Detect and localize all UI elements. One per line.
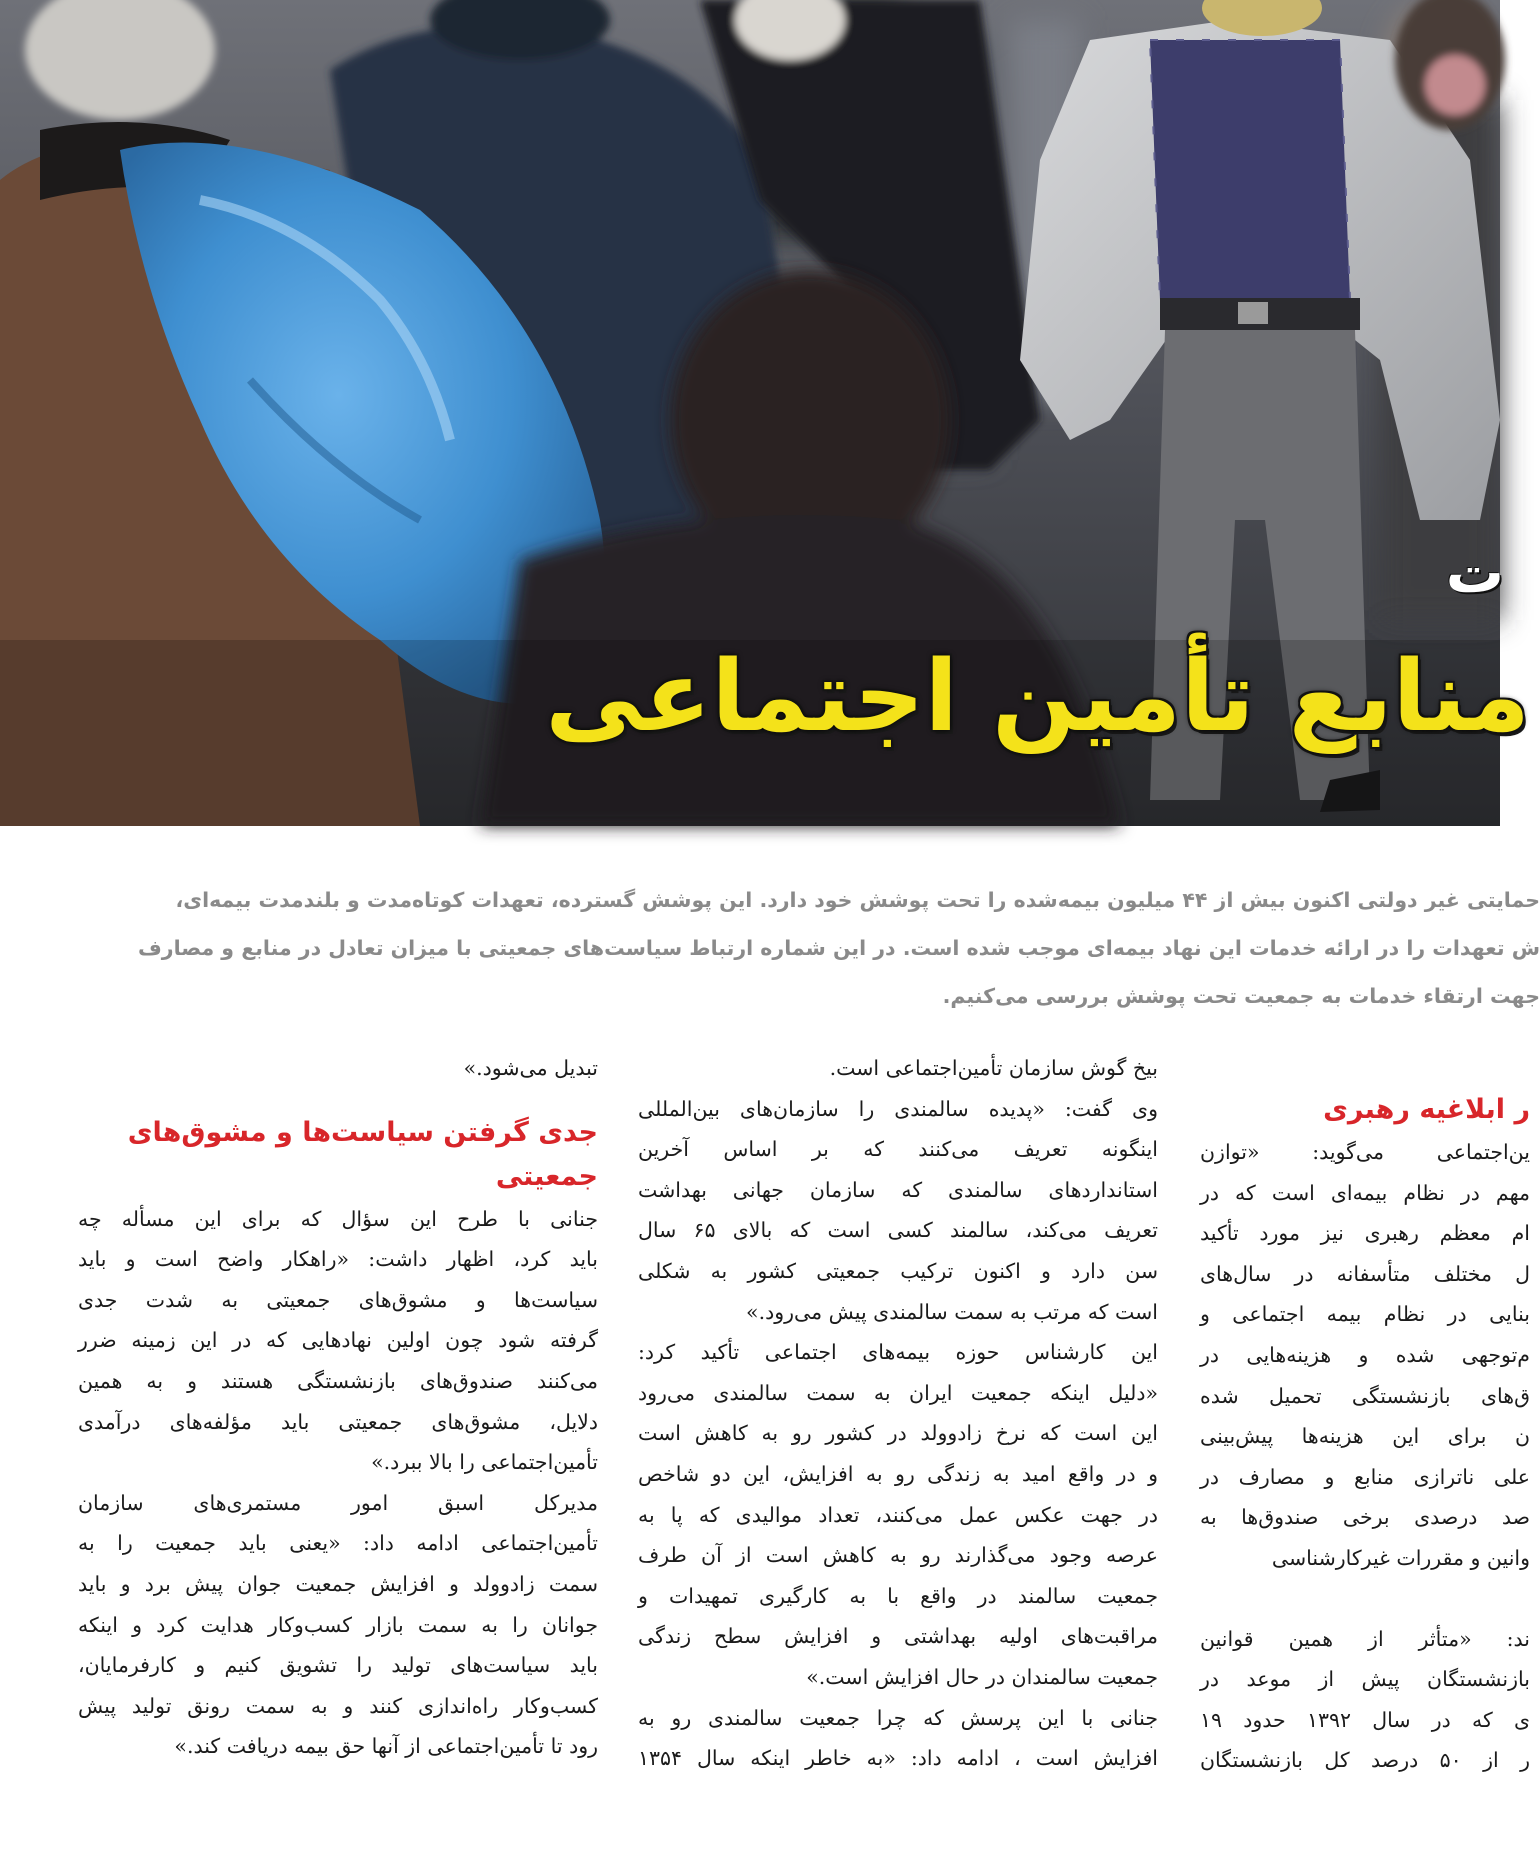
- text-line: گرفته شود چون اولین نهادهایی که در این زمینه ضرر: [78, 1328, 598, 1353]
- lead-paragraph: [78, 876, 1540, 1020]
- text-line: صد درصدی برخی صندوق‌ها به: [1200, 1505, 1530, 1530]
- text-line: ر از ۵۰ درصد کل بازنشستگان: [1200, 1748, 1530, 1773]
- hero-title: منابع تأمین اجتماعی: [545, 640, 1530, 754]
- hero-kicker: ت: [1445, 538, 1504, 606]
- text-line: استانداردهای سالمندی که سازمان جهانی بهداشت: [638, 1177, 1158, 1202]
- article-column-middle: [638, 1048, 1158, 1814]
- text-line: ین‌اجتماعی می‌گوید: «توازن: [1200, 1140, 1530, 1164]
- lead-line: جهت ارتقاء خدمات به جمعیت تحت پوشش بررسی می‌کنیم.: [942, 984, 1540, 1008]
- text-line: سمت زادوولد و افزایش جمعیت جوان پیش برد و باید: [78, 1571, 598, 1596]
- text-line: جنانی با این پرسش که چرا جمعیت سالمندی رو به: [638, 1705, 1158, 1730]
- article-column-left: [78, 1048, 598, 1808]
- text-line: ق‌های بازنشستگی تحمیل شده: [1200, 1383, 1530, 1408]
- text-line: تأمین‌اجتماعی ادامه داد: «یعنی باید جمعیت را به: [78, 1531, 598, 1556]
- text-line: «دلیل اینکه جمعیت ایران به سمت سالمندی می‌رود: [638, 1380, 1158, 1405]
- text-line: کسب‌وکار راه‌اندازی کنند و به سمت رونق تولید پیش: [78, 1693, 598, 1718]
- text-line: ی که در سال ۱۳۹۲ حدود ۱۹: [1200, 1707, 1530, 1732]
- text-line: ن برای این هزینه‌ها پیش‌بینی: [1200, 1424, 1530, 1449]
- section-subhead: جدی گرفتن سیاست‌ها و مشوق‌های: [127, 1116, 598, 1148]
- hero-photo: [0, 0, 1530, 826]
- text-line: باید کرد، اظهار داشت: «راهکار واضح است و باید: [78, 1247, 598, 1272]
- text-line: افزایش است ، ادامه داد: «به خاطر اینکه سال ۱۳۵۴: [638, 1746, 1158, 1771]
- text-line: م‌توجهی شده و هزینه‌هایی در: [1200, 1342, 1530, 1367]
- text-line: بیخ گوش سازمان تأمین‌اجتماعی است.: [829, 1056, 1158, 1080]
- text-line: جنانی با طرح این سؤال که برای این مسأله چه: [78, 1206, 598, 1231]
- text-line: عرصه وجود می‌گذارند رو به کاهش است از آن طرف: [638, 1543, 1158, 1568]
- text-line: بنایی در نظام بیمه اجتماعی و: [1200, 1302, 1530, 1327]
- text-line: رود تا تأمین‌اجتماعی از آنها حق بیمه دریافت کند.»: [174, 1734, 598, 1759]
- text-line: وانین و مقررات غیرکارشناسی: [1271, 1545, 1530, 1570]
- text-line: جوانان را به سمت بازار کسب‌وکار هدایت کرد و اینکه: [78, 1612, 598, 1637]
- section-subhead-cont: جمعیتی: [495, 1160, 598, 1192]
- text-line: جمعیت سالمندان در حال افزایش است.»: [806, 1664, 1158, 1689]
- text-line: این کارشناس حوزه بیمه‌های اجتماعی تأکید کرد:: [638, 1340, 1158, 1365]
- text-line: تبدیل می‌شود.»: [463, 1056, 598, 1080]
- text-line: مهم در نظام بیمه‌ای است که در: [1200, 1180, 1530, 1205]
- text-line: و در واقع امید به زندگی رو به افزایش، این دو شاخص: [638, 1461, 1158, 1486]
- text-line: وی گفت: «پدیده سالمندی را سازمان‌های بین‌المللی: [638, 1096, 1158, 1121]
- text-line: دلایل، مشوق‌های جمعیتی باید مؤلفه‌های درآمدی: [78, 1409, 598, 1434]
- text-line: این است که نرخ زادوولد در کشور رو به کاهش است: [638, 1421, 1158, 1446]
- text-line: مراقبت‌های اولیه بهداشتی و افزایش سطح زندگی: [638, 1624, 1158, 1649]
- text-line: است که مرتب به سمت سالمندی پیش می‌رود.»: [746, 1299, 1158, 1324]
- text-line: سیاست‌ها و مشوق‌های جمعیتی به شدت جدی: [78, 1287, 598, 1312]
- article-column-right: [1200, 1088, 1530, 1854]
- text-line: جمعیت سالمند در واقع با به کارگیری تمهیدات و: [638, 1583, 1158, 1608]
- text-line: می‌کنند صندوق‌های بازنشستگی هستند و به همین: [78, 1368, 598, 1393]
- text-line: باید سیاست‌های تولید را تشویق کنیم و کارفرمایان،: [78, 1653, 598, 1678]
- text-line: تأمین‌اجتماعی را بالا ببرد.»: [371, 1450, 598, 1475]
- text-line: ل مختلف متأسفانه در سال‌های: [1200, 1261, 1530, 1286]
- text-line: ند: «متأثر از همین قوانین: [1200, 1626, 1530, 1651]
- text-line: سن دارد و اکنون ترکیب جمعیتی کشور به شکلی: [638, 1258, 1158, 1283]
- lead-line: حمایتی غیر دولتی اکنون بیش از ۴۴ میلیون بیمه‌شده را تحت پوشش خود دارد. این پوشش گسترده، تعهدات کوتاه‌مدت و بلندمدت بیمه‌ای،: [175, 888, 1540, 912]
- lead-line: ش تعهدات را در ارائه خدمات این نهاد بیمه‌ای موجب شده است. در این شماره ارتباط سیاست‌های جمعیتی با میزان تعادل در منابع و مصارف: [137, 936, 1540, 960]
- text-line: اینگونه تعریف می‌کنند که بر اساس آخرین: [638, 1137, 1158, 1162]
- text-line: علی ناترازی منابع و مصارف در: [1200, 1464, 1530, 1489]
- text-line: مدیرکل اسبق امور مستمری‌های سازمان: [78, 1490, 598, 1515]
- text-line: در جهت عکس عمل می‌کنند، تعداد موالیدی که پا به: [638, 1502, 1158, 1527]
- text-line: بازنشستگان پیش از موعد در: [1200, 1667, 1530, 1692]
- text-line: تعریف می‌کند، سالمند کسی است که بالای ۶۵ سال: [638, 1218, 1158, 1243]
- section-subhead: ر ابلاغیه رهبری: [1323, 1094, 1530, 1125]
- text-line: ام معظم رهبری نیز مورد تأکید: [1200, 1221, 1530, 1246]
